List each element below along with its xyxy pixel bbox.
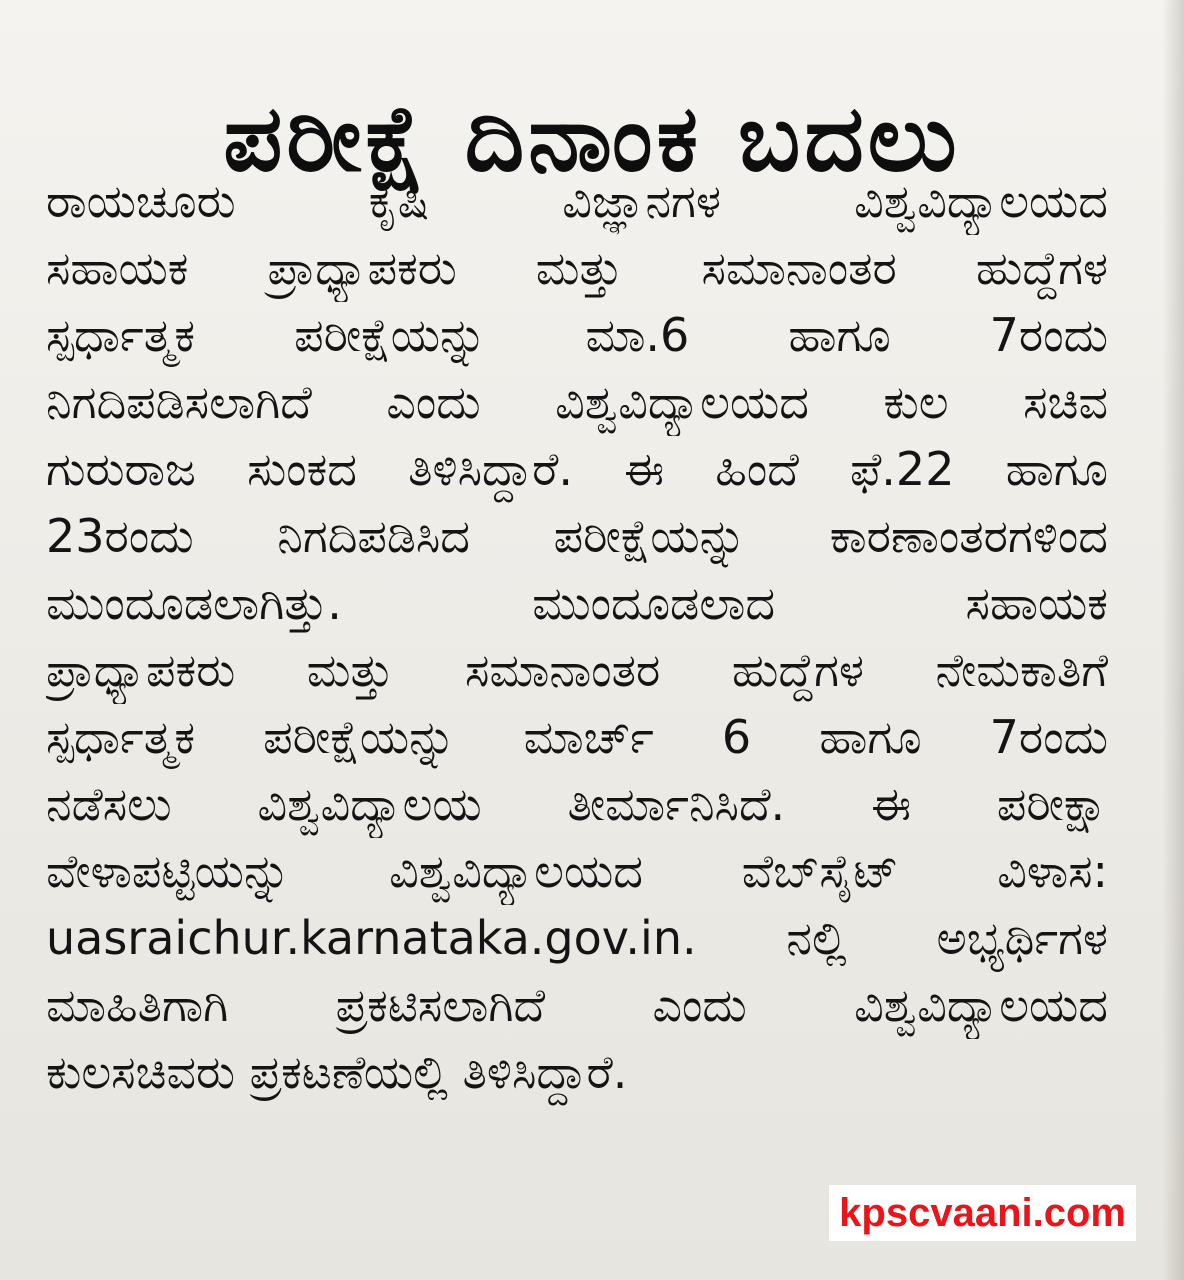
article-line: ನಿಗದಿಪಡಿಸಲಾಗಿದೆ ಎಂದು ವಿಶ್ವವಿದ್ಯಾಲಯದ ಕುಲ ಸಚಿವ [46,375,1108,429]
article-line: ಸಹಾಯಕ ಪ್ರಾಧ್ಯಾಪಕರು ಮತ್ತು ಸಮಾನಾಂತರ ಹುದ್ದೆಗಳ [46,241,1108,295]
article-line: ರಾಯಚೂರು ಕೃಷಿ ವಿಜ್ಞಾನಗಳ ವಿಶ್ವವಿದ್ಯಾಲಯದ [46,174,1108,228]
article-line: ಪ್ರಾಧ್ಯಾಪಕರು ಮತ್ತು ಸಮಾನಾಂತರ ಹುದ್ದೆಗಳ ನೇಮಕಾತಿಗೆ [46,643,1108,697]
article-line-final: ಕುಲಸಚಿವರು ಪ್ರಕಟಣೆಯಲ್ಲಿ ತಿಳಿಸಿದ್ದಾರೆ. [46,1045,628,1099]
article-body [46,168,1108,1106]
watermark: kpscvaani.com [829,1185,1136,1241]
article-line: ಸ್ಪರ್ಧಾತ್ಮಕ ಪರೀಕ್ಷೆಯನ್ನು ಮಾರ್ಚ್ 6 ಹಾಗೂ 7ರಂದು [46,710,1108,764]
article-line-website: uasraichur.karnataka.gov.in. ನಲ್ಲಿ ಅಭ್ಯರ್ಥಿಗಳ [46,911,1108,965]
article-line: ಮಾಹಿತಿಗಾಗಿ ಪ್ರಕಟಿಸಲಾಗಿದೆ ಎಂದು ವಿಶ್ವವಿದ್ಯಾಲಯದ [46,978,1108,1032]
article-line: ಮುಂದೂಡಲಾಗಿತ್ತು. ಮುಂದೂಡಲಾದ ಸಹಾಯಕ [46,576,1108,630]
article-line: ಗುರುರಾಜ ಸುಂಕದ ತಿಳಿಸಿದ್ದಾರೆ. ಈ ಹಿಂದೆ ಫೆ.22 ಹಾಗೂ [46,442,1108,496]
article-line: ಸ್ಪರ್ಧಾತ್ಮಕ ಪರೀಕ್ಷೆಯನ್ನು ಮಾ.6 ಹಾಗೂ 7ರಂದು [46,308,1108,362]
article-line: ನಡೆಸಲು ವಿಶ್ವವಿದ್ಯಾಲಯ ತೀರ್ಮಾನಿಸಿದೆ. ಈ ಪರೀಕ್ಷಾ [46,777,1108,831]
headline: ಪರೀಕ್ಷೆ ದಿನಾಂಕ ಬದಲು [223,84,961,192]
article-line: ವೇಳಾಪಟ್ಟಿಯನ್ನು ವಿಶ್ವವಿದ್ಯಾಲಯದ ವೆಬ್‌ಸೈಟ್ ವಿಳಾಸ: [46,844,1108,898]
article-line: 23ರಂದು ನಿಗದಿಪಡಿಸಿದ ಪರೀಕ್ಷೆಯನ್ನು ಕಾರಣಾಂತರಗಳಿಂದ [46,509,1108,563]
